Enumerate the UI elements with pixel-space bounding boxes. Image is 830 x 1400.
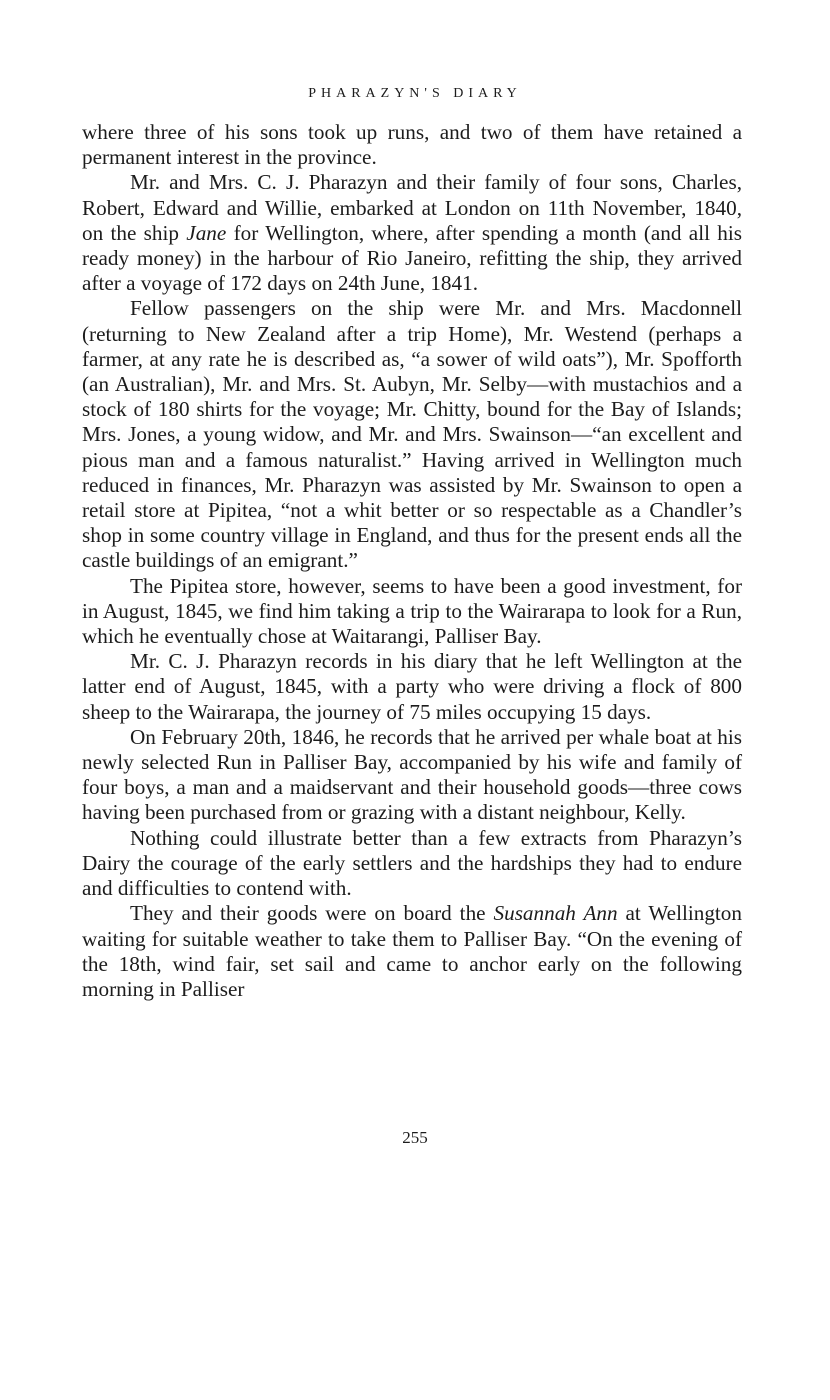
- paragraph-2: Mr. and Mrs. C. J. Pharazyn and their family of four sons, Charles, Robert, Edward and Willie, embarked at London on 11th November, 1840, on the ship Jane for Wellington, where, after spending a month (and all his ready money) in the harbour of Rio Janeiro, refitting the ship, they arrived after a voyage of 172 days on 24th June, 1841.: [82, 170, 742, 296]
- paragraph-7: Nothing could illustrate better than a few extracts from Pharazyn’s Dairy the courage of the early settlers and the hardships they had to endure and difficulties to contend with.: [82, 825, 742, 901]
- ship-name-jane: Jane: [186, 220, 227, 245]
- paragraph-4: The Pipitea store, however, seems to have been a good investment, for in August, 1845, we find him taking a trip to the Wairarapa to look for a Run, which he eventually chose at Waitarangi, Palliser Bay.: [82, 573, 742, 649]
- paragraph-3: Fellow passengers on the ship were Mr. and Mrs. Macdonnell (returning to New Zealand after a trip Home), Mr. Westend (perhaps a farmer, at any rate he is described as, “a sower of wild oats”), Mr. Spofforth (an Australian), Mr. and Mrs. St. Aubyn, Mr. Selby—with mustachios and a stock of 180 shirts for the voyage; Mr. Chitty, bound for the Bay of Islands; Mrs. Jones, a young widow, and Mr. and Mrs. Swainson—“an excellent and pious man and a famous naturalist.” Having arrived in Wellington much reduced in finances, Mr. Pharazyn was assisted by Mr. Swainson to open a retail store at Pipitea, “not a whit better or so respectable as a Chandler’s shop in some country village in England, and thus for the present ends all the castle buildings of an emigrant.”: [82, 296, 742, 573]
- page-number: 255: [402, 1128, 428, 1147]
- running-head: PHARAZYN'S DIARY: [308, 86, 522, 101]
- paragraph-6: On February 20th, 1846, he records that he arrived per whale boat at his newly selected Run in Palliser Bay, accompanied by his wife and family of four boys, a man and a maidservant and their household goods—three cows having been purchased from or grazing with a distant neighbour, Kelly.: [82, 724, 742, 825]
- paragraph-8: They and their goods were on board the Susannah Ann at Wellington waiting for suitable weather to take them to Palliser Bay. “On the evening of the 18th, wind fair, set sail and came to anchor early on the following morning in Palliser: [82, 901, 742, 1001]
- paragraph-1: where three of his sons took up runs, and two of them have retained a permanent interest in the province.: [82, 120, 742, 170]
- body-text: [82, 120, 742, 1002]
- ship-name-susannah-ann: Susannah Ann: [493, 901, 618, 926]
- paragraph-5: Mr. C. J. Pharazyn records in his diary that he left Wellington at the latter end of August, 1845, with a party who were driving a flock of 800 sheep to the Wairarapa, the journey of 75 miles occupying 15 days.: [82, 649, 742, 724]
